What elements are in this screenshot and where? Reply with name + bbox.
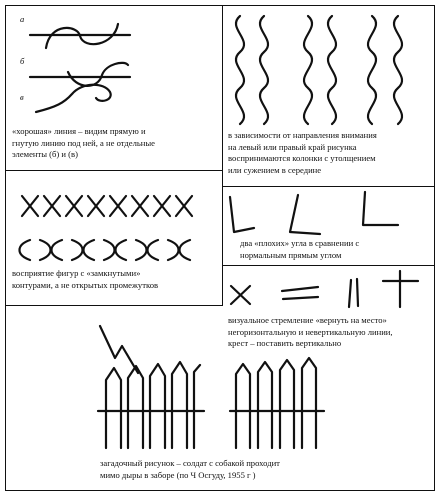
caption-riddle: загадочный рисунок – солдат с собакой проходит мимо дыры в заборе (по Ч Осгуду, 1955 г )	[100, 458, 280, 480]
post-5	[194, 365, 200, 448]
label-a: a	[20, 14, 25, 24]
label-b: б	[20, 56, 25, 66]
caption-good-line: «хорошая» линия – видим прямую и гнутую линию под ней, а не отдельные элементы (б) и (в)	[12, 126, 155, 159]
bayonet	[100, 326, 138, 373]
post-4	[172, 362, 187, 448]
post-9	[302, 358, 316, 448]
post-3	[150, 364, 165, 448]
post-7	[258, 362, 272, 448]
caption-restore: визуальное стремление «вернуть на место» негоризонтальную и невертикальную линии, крест – поставить вертикально	[228, 315, 393, 348]
caption-bad-angles: два «плохих» угла в сравнении с нормальным прямым углом	[240, 238, 360, 260]
caption-closed-figures: восприятие фигур с «замкнутыми» контурами, а не открытых промежутков	[12, 268, 159, 290]
caption-columns: в зависимости от направления внимания на левый или правый край рисунка воспринимаются колонки с утолщением или сужением в середине	[228, 130, 377, 175]
post-1	[106, 368, 121, 448]
label-v: в	[20, 92, 24, 102]
post-6	[236, 364, 250, 448]
post-2	[128, 366, 143, 448]
post-8	[280, 360, 294, 448]
